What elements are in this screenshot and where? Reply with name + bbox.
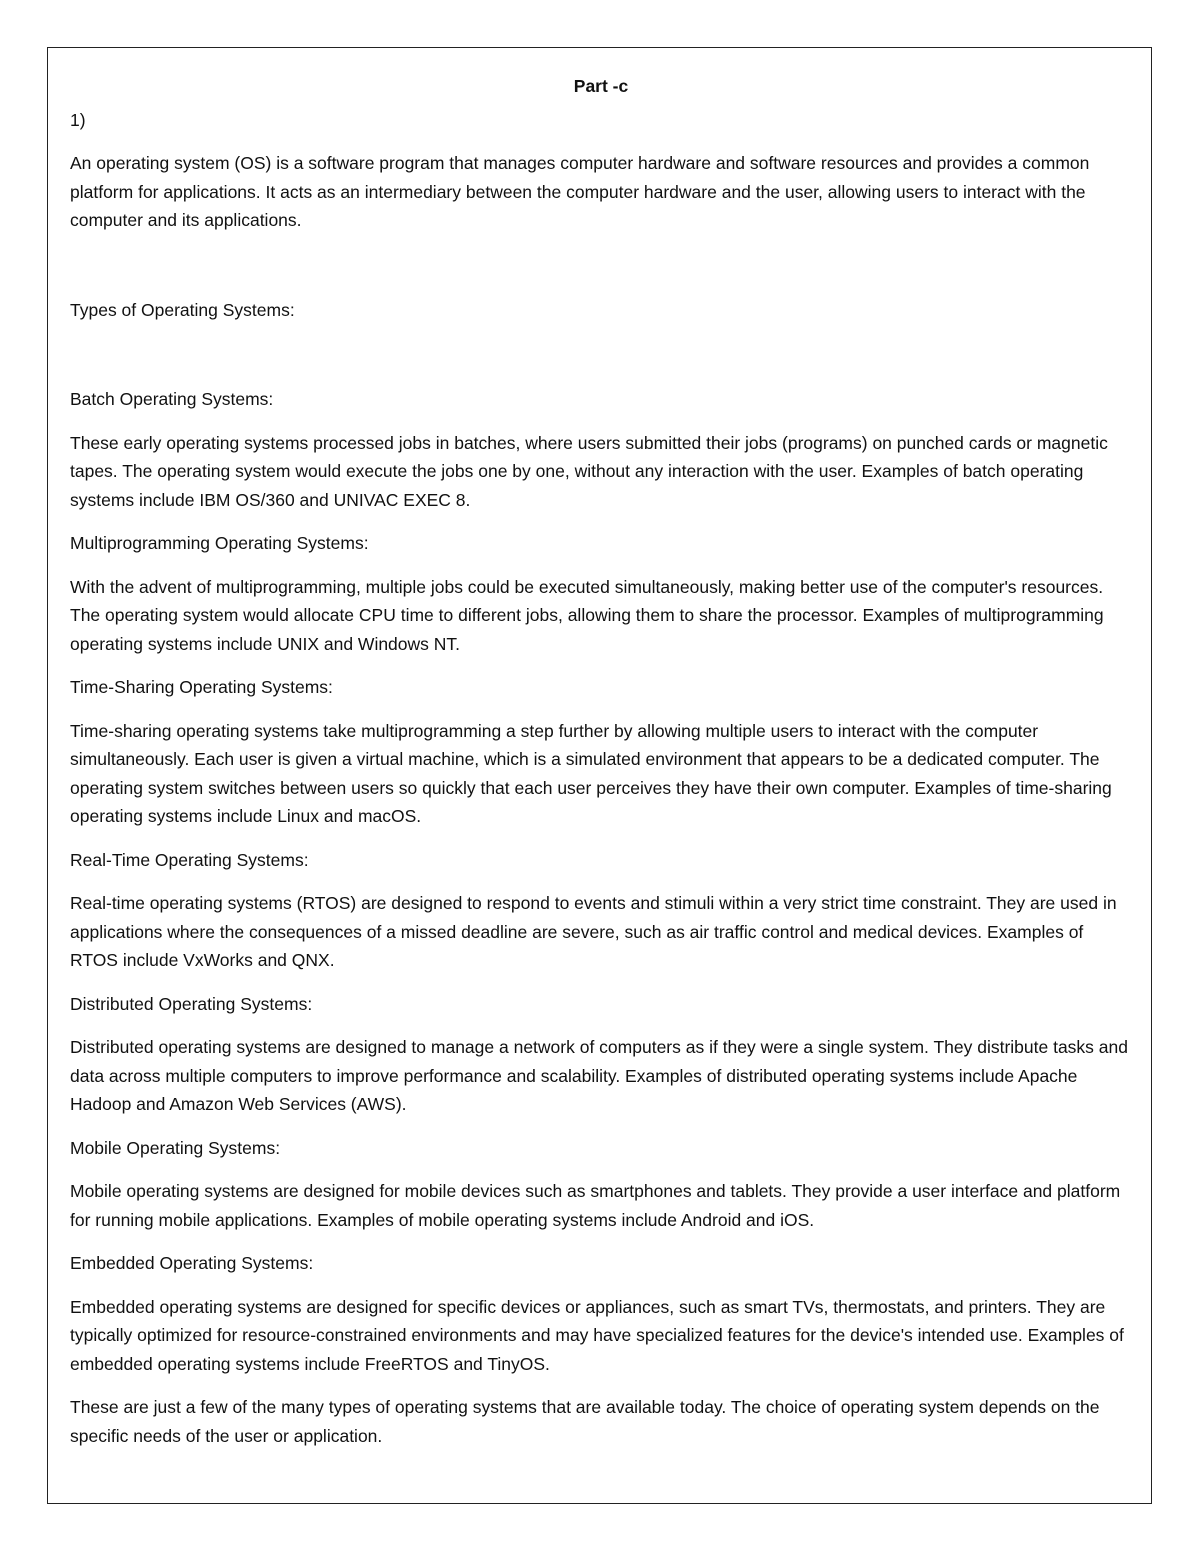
section-body-batch: These early operating systems processed jobs in batches, where users submitted their jobs (programs) on punched cards or magnetic tapes. The operating system would execute the jobs one by one, without any interaction with the user. Examples of batch operating systems include IBM OS/360 and UNIVAC EXEC 8.: [70, 432, 1108, 510]
section-heading-time-sharing: Time-Sharing Operating Systems:: [70, 677, 333, 697]
section-body-mobile: Mobile operating systems are designed for mobile devices such as smartphones and tablets. They provide a user interface and platform for running mobile applications. Examples of mobile operating systems include Android and iOS.: [70, 1181, 1121, 1230]
section-body-time-sharing: Time-sharing operating systems take multiprogramming a step further by allowing multiple users to interact with the computer simultaneously. Each user is given a virtual machine, which is a simulated environment that appears to be a dedicated computer. The operating system switches between users so quickly that each user perceives they have their own computer. Examples of time-sharing operating systems include Linux and macOS.: [70, 720, 1112, 826]
document-body: [70, 72, 1132, 1465]
question-number: 1): [70, 109, 86, 130]
section-body-embedded: Embedded operating systems are designed for specific devices or appliances, such as smart TVs, thermostats, and printers. They are typically optimized for resource-constrained environments and may have specialized features for the device's intended use. Examples of embedded operating systems include FreeRTOS and TinyOS.: [70, 1296, 1124, 1374]
page-title: Part -c: [573, 76, 629, 96]
section-heading-embedded: Embedded Operating Systems:: [70, 1253, 314, 1273]
section-body-real-time: Real-time operating systems (RTOS) are designed to respond to events and stimuli within a very strict time constraint. They are used in applications where the consequences of a missed deadline are severe, such as air traffic control and medical devices. Examples of RTOS include VxWorks and QNX.: [70, 893, 1117, 970]
conclusion-paragraph: These are just a few of the many types of operating systems that are available today. The choice of operating system depends on the specific needs of the user or application.: [70, 1397, 1100, 1446]
types-heading: Types of Operating Systems:: [70, 299, 295, 320]
intro-paragraph: An operating system (OS) is a software program that manages computer hardware and software resources and provides a common platform for applications. It acts as an intermediary between the computer hardware and the user, allowing users to interact with the computer and its applications.: [70, 153, 1090, 230]
section-body-distributed: Distributed operating systems are designed to manage a network of computers as if they were a single system. They distribute tasks and data across multiple computers to improve performance and scalability. Examples of distributed operating systems include Apache Hadoop and Amazon Web Services (AWS).: [70, 1037, 1128, 1114]
section-heading-multiprogramming: Multiprogramming Operating Systems:: [70, 533, 369, 553]
section-body-multiprogramming: With the advent of multiprogramming, multiple jobs could be executed simultaneously, making better use of the computer's resources. The operating system would allocate CPU time to different jobs, allowing them to share the processor. Examples of multiprogramming operating systems include UNIX and Windows NT.: [70, 576, 1104, 654]
section-heading-batch: Batch Operating Systems:: [70, 389, 274, 409]
section-heading-distributed: Distributed Operating Systems:: [70, 993, 313, 1014]
section-heading-real-time: Real-Time Operating Systems:: [70, 849, 309, 870]
section-heading-mobile: Mobile Operating Systems:: [70, 1137, 281, 1158]
